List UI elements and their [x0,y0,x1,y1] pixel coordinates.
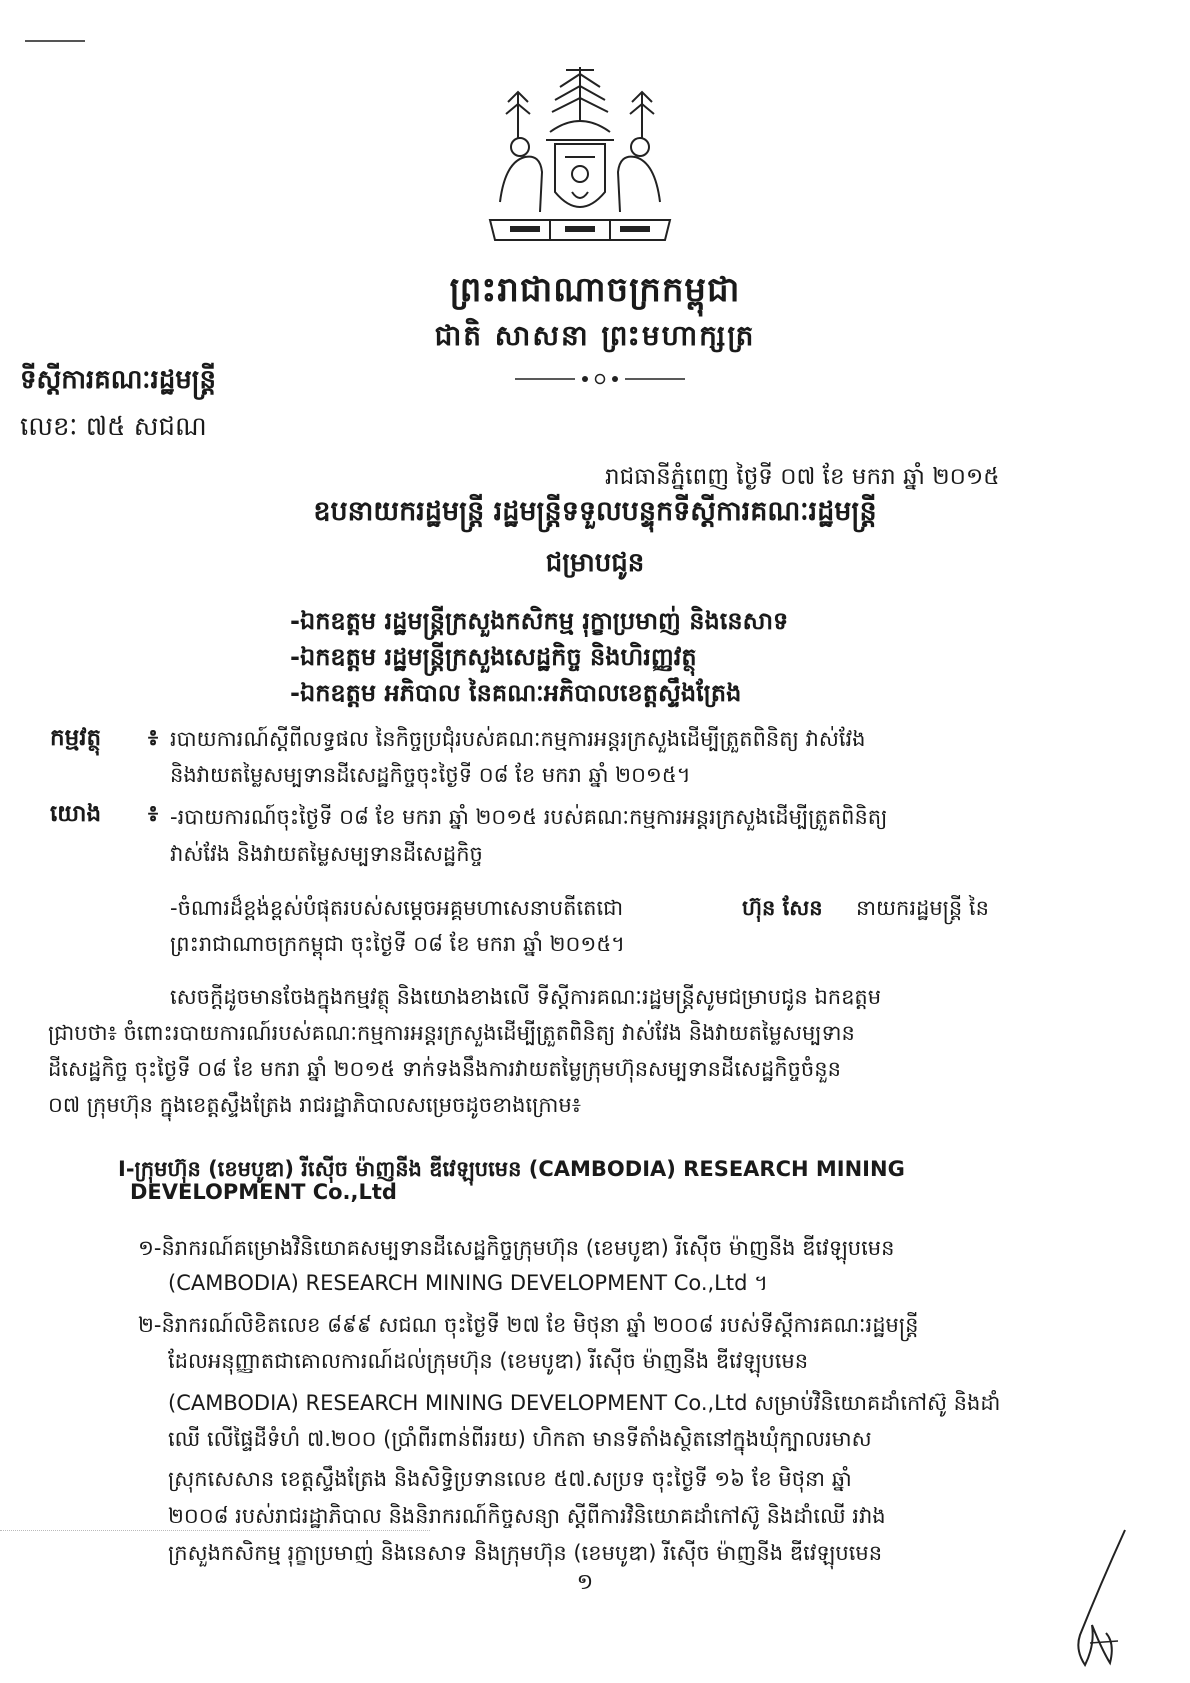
recipient-line: -ឯកឧត្តម អភិបាល នៃគណៈអភិបាលខេត្តស្ទឹងត្រែង [290,679,742,707]
dateline: រាជធានីភ្នំពេញ ថ្ងៃទី ០៧ ខែ មករា ឆ្នាំ ២០១៥ [605,464,1000,490]
section-item-line: ២-និរាករណ៍លិខិតលេខ ៨៩៩ សជណ ចុះថ្ងៃទី ២៧ ខែ មិថុនា ឆ្នាំ ២០០៨ របស់ទីស្តីការគណៈរដ្ឋមន្ត្រី [138,1313,919,1337]
section-item-line: ស្រុកសេសាន ខេត្តស្ទឹងត្រែង និងសិទ្ធិប្រទានលេខ ៥៧.សប្រទ ចុះថ្ងៃទី ១៦ ខែ មិថុនា ឆ្នាំ [168,1467,852,1491]
reference-line: នាយករដ្ឋមន្ត្រី នៃ [856,896,989,920]
section-title: I-ក្រុមហ៊ុន (ខេមបូឌា) រីស៊ើច ម៉ាញនីង ឌីវេឡុបមេន (CAMBODIA) RESEARCH MINING [118,1157,905,1181]
recipient-line: -ឯកឧត្តម រដ្ឋមន្ត្រីក្រសួងសេដ្ឋកិច្ច និងហិរញ្ញវត្ថុ [290,643,697,671]
national-motto: ជាតិ សាសនា ព្រះមហាក្សត្រ [434,319,756,352]
issuing-office: ទីស្តីការគណៈរដ្ឋមន្ត្រី [20,365,216,395]
body-line: ដីសេដ្ឋកិច្ច ចុះថ្ងៃទី ០៨ ខែ មករា ឆ្នាំ ២០១៥ ទាក់ទងនឹងការវាយតម្លៃក្រុមហ៊ុនសម្បទានដីសេដ្ឋកិច្ចចំនួន [48,1057,841,1081]
reference-line: វាស់វែង និងវាយតម្លៃសម្បទានដីសេដ្ឋកិច្ច [170,842,483,866]
subject-label: កម្មវត្ថុ [50,725,102,751]
body-line: ០៧ ក្រុមហ៊ុន ក្នុងខេត្តស្ទឹងត្រែង រាជរដ្ឋាភិបាលសម្រេចដូចខាងក្រោម៖ [48,1093,581,1117]
reference-number: លេខៈ ៧៥ សជណ [20,412,207,442]
section-item-line: ២០០៨ របស់រាជរដ្ឋាភិបាល និងនិរាករណ៍កិច្ចសន្យា ស្តីពីការវិនិយោគដាំកៅស៊ូ និងដាំឈើ រវាង [168,1504,886,1528]
recipient-line: -ឯកឧត្តម រដ្ឋមន្ត្រីក្រសួងកសិកម្ម រុក្ខាប្រមាញ់ និងនេសាទ [290,607,789,635]
section-item-line: ឈើ លើផ្ទៃដីទំហំ ៧.២០០ (ប្រាំពីរពាន់ពីររយ) ហិកតា មានទីតាំងស្ថិតនៅក្នុងឃុំក្បាលរមាស [168,1427,872,1451]
body-line: ជ្រាបថា៖ ចំពោះរបាយការណ៍របស់គណៈកម្មការអន្តរក្រសួងដើម្បីត្រួតពិនិត្យ វាស់វែង និងវាយតម្លៃសម្បទាន [48,1021,855,1045]
letter-subheading: ជម្រាបជូន [545,548,645,578]
section-item-line: (CAMBODIA) RESEARCH MINING DEVELOPMENT Co.,Ltd ។ [168,1271,768,1295]
letter-heading: ឧបនាយករដ្ឋមន្ត្រី រដ្ឋមន្ត្រីទទួលបន្ទុកទីស្តីការគណៈរដ្ឋមន្ត្រី [313,496,877,527]
reference-label: យោង [50,801,102,827]
scan-artifact-line [0,1530,430,1531]
section-item-line: ១-និរាករណ៍គម្រោងវិនិយោគសម្បទានដីសេដ្ឋកិច្ចក្រុមហ៊ុន (ខេមបូឌា) រីស៊ើច ម៉ាញនីង ឌីវេឡុបមេន [138,1236,895,1260]
section-item-line: ក្រសួងកសិកម្ម រុក្ខាប្រមាញ់ និងនេសាទ និងក្រុមហ៊ុន (ខេមបូឌា) រីស៊ើច ម៉ាញនីង ឌីវេឡុបមេន [168,1541,883,1565]
reference-line: ព្រះរាជាណាចក្រកម្ពុជា ចុះថ្ងៃទី ០៨ ខែ មករា ឆ្នាំ ២០១៥។ [170,932,626,956]
kingdom-title: ព្រះរាជាណាចក្រកម្ពុជា [449,270,741,310]
section-item-line: ដែលអនុញ្ញាតជាគោលការណ៍ដល់ក្រុមហ៊ុន (ខេមបូឌា) រីស៊ើច ម៉ាញនីង ឌីវេឡុបមេន [168,1349,809,1373]
divider-ornament [515,372,685,386]
initials-signature [1040,1525,1140,1675]
royal-coat-of-arms-emblem [480,62,680,252]
section-title-cont: DEVELOPMENT Co.,Ltd [130,1180,397,1204]
subject-separator: ៖ [148,725,159,751]
reference-line: -ចំណារដ៏ខ្ពង់ខ្ពស់បំផុតរបស់សម្តេចអគ្គមហាសេនាបតីតេជោ [170,896,624,920]
page-number: ១ [576,1570,594,1595]
scan-mark [25,40,85,42]
body-line: សេចក្តីដូចមានចែងក្នុងកម្មវត្ថុ និងយោងខាងលើ ទីស្តីការគណៈរដ្ឋមន្ត្រីសូមជម្រាបជូន ឯកឧត្តម [170,985,882,1009]
subject-line: និងវាយតម្លៃសម្បទានដីសេដ្ឋកិច្ចចុះថ្ងៃទី ០៨ ខែ មករា ឆ្នាំ ២០១៥។ [170,763,691,787]
reference-name-emphasis: ហ៊ុន សែន [742,896,823,920]
reference-line: -របាយការណ៍ចុះថ្ងៃទី ០៨ ខែ មករា ឆ្នាំ ២០១៥ របស់គណៈកម្មការអន្តរក្រសួងដើម្បីត្រួតពិនិត្យ [170,805,888,829]
reference-separator: ៖ [148,801,159,827]
subject-line: របាយការណ៍ស្តីពីលទ្ធផល នៃកិច្ចប្រជុំរបស់គណៈកម្មការអន្តរក្រសួងដើម្បីត្រួតពិនិត្យ វាស់វែង [170,727,866,751]
section-item-line: (CAMBODIA) RESEARCH MINING DEVELOPMENT Co.,Ltd សម្រាប់វិនិយោគដាំកៅស៊ូ និងដាំ [168,1391,1001,1415]
